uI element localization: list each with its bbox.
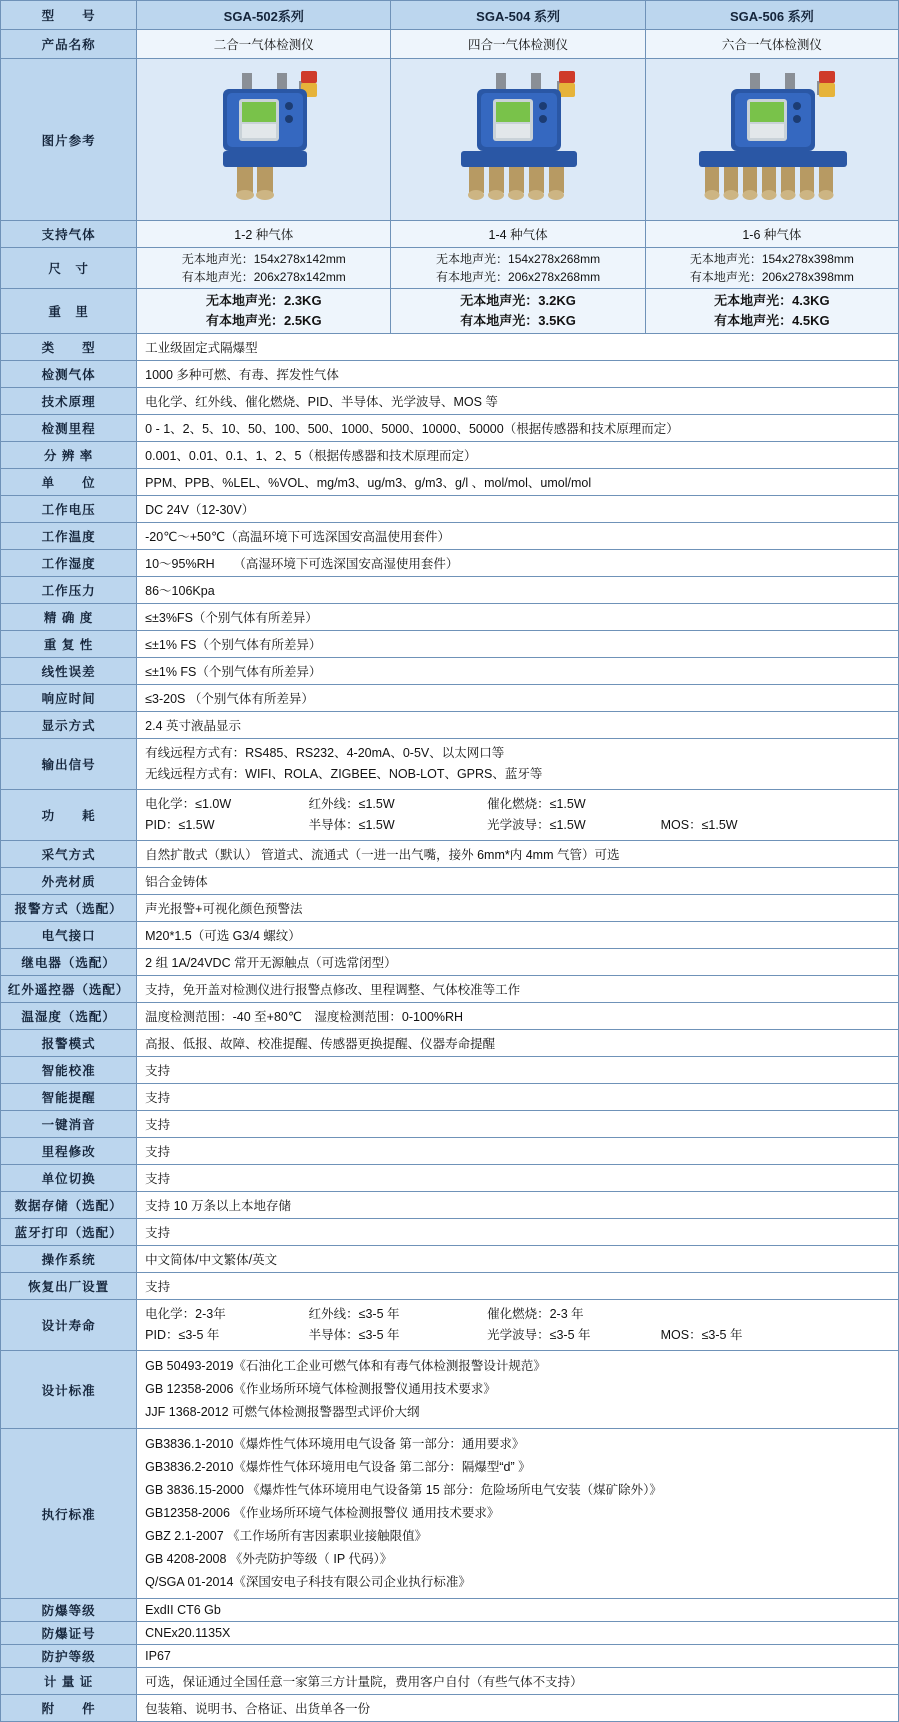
support-gas-506: 1-6 种气体 (645, 221, 898, 248)
row-label-design-standard: 设计标准 (1, 1351, 137, 1429)
size-506-line1: 无本地声光：154x278x398mm (689, 252, 854, 266)
table-row-temp-humidity (1, 1003, 899, 1030)
weight-504-line2: 有本地声光：3.5KG (460, 313, 576, 328)
row-value-work-humidity: 10～95%RH （高湿环境下可选深国安高湿使用套件） (137, 550, 899, 577)
table-row-model (1, 1, 899, 30)
table-row-exec-standard (1, 1429, 899, 1599)
row-label-model: 型 号 (1, 1, 137, 30)
exec-standard-line-1: GB3836.1-2010《爆炸性气体环境用电气设备 第一部分：通用要求》 (145, 1437, 525, 1451)
support-gas-504: 1-4 种气体 (391, 221, 645, 248)
row-label-repeatability: 重 复 性 (1, 631, 137, 658)
row-label-work-humidity: 工作湿度 (1, 550, 137, 577)
row-label-factory-reset: 恢复出厂设置 (1, 1273, 137, 1300)
row-value-voltage: DC 24V（12-30V） (137, 496, 899, 523)
model-506: SGA-506 系列 (645, 1, 898, 30)
table-row-output-signal (1, 739, 899, 790)
row-label-accessories: 附 件 (1, 1695, 137, 1722)
row-label-metrology-cert: 计 量 证 (1, 1668, 137, 1695)
row-label-ex-grade: 防爆等级 (1, 1599, 137, 1622)
row-value-factory-reset: 支持 (137, 1273, 899, 1300)
size-504 (391, 248, 645, 289)
life-catalytic: 催化燃烧：2-3 年 (487, 1307, 584, 1321)
table-row-factory-reset (1, 1273, 899, 1300)
weight-504 (391, 289, 645, 334)
row-value-metrology-cert: 可选，保证通过全国任意一家第三方计量院，费用客户自付（有些气体不支持） (137, 1668, 899, 1695)
table-row-detect-gas (1, 361, 899, 388)
row-value-electrical-interface: M20*1.5（可选 G3/4 螺纹） (137, 922, 899, 949)
table-row-range (1, 415, 899, 442)
product-name-502: 二合一气体检测仪 (137, 30, 391, 59)
table-row-os (1, 1246, 899, 1273)
exec-standard-line-3: GB 3836.15-2000 《爆炸性气体环境用电气设备第 15 部分：危险场所电气安装（煤矿除外）》 (145, 1483, 662, 1497)
size-504-line1: 无本地声光：154x278x268mm (436, 252, 601, 266)
life-mos: MOS：≤3-5 年 (660, 1328, 743, 1342)
row-label-sampling: 采气方式 (1, 841, 137, 868)
size-504-line2: 有本地声光：206x278x268mm (436, 270, 601, 284)
row-value-work-temp: -20℃～+50℃（高温环境下可选深国安高温使用套件） (137, 523, 899, 550)
row-label-data-storage: 数据存储（选配） (1, 1192, 137, 1219)
row-value-bluetooth-print: 支持 (137, 1219, 899, 1246)
table-row-ex-grade (1, 1599, 899, 1622)
row-label-shell-material: 外壳材质 (1, 868, 137, 895)
life-pid: PID：≤3-5 年 (145, 1328, 220, 1342)
row-label-ip-grade: 防护等级 (1, 1645, 137, 1668)
life-optical: 光学波导：≤3-5 年 (487, 1328, 591, 1342)
row-value-accuracy: ≤±3%FS（个别气体有所差异） (137, 604, 899, 631)
table-row-ir-remote (1, 976, 899, 1003)
exec-standard-line-7: Q/SGA 01-2014《深国安电子科技有限公司企业执行标准》 (145, 1575, 471, 1589)
design-standard-line-1: GB 50493-2019《石油化工企业可燃气体和有毒气体检测报警设计规范》 (145, 1359, 546, 1373)
output-signal-wireless: 无线远程方式有：WIFI、ROLA、ZIGBEE、NOB-LOT、GPRS、蓝牙等 (145, 767, 543, 781)
row-label-tech-principle: 技术原理 (1, 388, 137, 415)
size-502 (137, 248, 391, 289)
gas-detector-6in1-illustration (647, 59, 897, 217)
table-row-unit-switch (1, 1165, 899, 1192)
row-value-repeatability: ≤±1% FS（个别气体有所差异） (137, 631, 899, 658)
exec-standard-line-4: GB12358-2006 《作业场所环境气体检测报警仪 通用技术要求》 (145, 1506, 500, 1520)
table-row-ip-grade (1, 1645, 899, 1668)
row-value-range-modify: 支持 (137, 1138, 899, 1165)
table-row-electrical-interface (1, 922, 899, 949)
row-label-image-ref: 图片参考 (1, 59, 137, 221)
weight-502-line2: 有本地声光：2.5KG (205, 313, 322, 328)
row-value-tech-principle: 电化学、红外线、催化燃烧、PID、半导体、光学波导、MOS 等 (137, 388, 899, 415)
table-row-linearity (1, 658, 899, 685)
row-value-ir-remote: 支持，免开盖对检测仪进行报警点修改、里程调整、气体校准等工作 (137, 976, 899, 1003)
row-value-design-standard (137, 1351, 899, 1429)
row-label-exec-standard: 执行标准 (1, 1429, 137, 1599)
weight-504-line1: 无本地声光：3.2KG (460, 293, 576, 308)
row-label-range: 检测里程 (1, 415, 137, 442)
product-image-504 (391, 59, 645, 221)
row-label-display: 显示方式 (1, 712, 137, 739)
product-image-506 (645, 59, 898, 221)
size-502-line2: 有本地声光：206x278x142mm (181, 270, 346, 284)
life-line1 (145, 1304, 890, 1325)
row-value-alarm-method: 声光报警+可视化颜色预警法 (137, 895, 899, 922)
row-value-sampling: 自然扩散式（默认） 管道式、流通式（一进一出气嘴，接外 6mm*内 4mm 气管）可选 (137, 841, 899, 868)
table-row-alarm-mode (1, 1030, 899, 1057)
power-semiconductor: 半导体：≤1.5W (308, 818, 395, 832)
row-value-power (137, 790, 899, 841)
row-label-detect-gas: 检测气体 (1, 361, 137, 388)
power-catalytic: 催化燃烧：≤1.5W (487, 797, 586, 811)
table-row-repeatability (1, 631, 899, 658)
table-row-work-pressure (1, 577, 899, 604)
power-electrochemical: 电化学：≤1.0W (145, 797, 232, 811)
size-502-line1: 无本地声光：154x278x142mm (181, 252, 346, 266)
row-label-alarm-mode: 报警模式 (1, 1030, 137, 1057)
table-row-alarm-method (1, 895, 899, 922)
power-line2 (145, 815, 890, 836)
table-row-resolution (1, 442, 899, 469)
row-label-ir-remote: 红外遥控器（选配） (1, 976, 137, 1003)
life-line2 (145, 1325, 890, 1346)
row-value-smart-reminder: 支持 (137, 1084, 899, 1111)
table-row-power (1, 790, 899, 841)
row-value-ex-grade: ExdII CT6 Gb (137, 1599, 899, 1622)
row-value-detect-gas: 1000 多种可燃、有毒、挥发性气体 (137, 361, 899, 388)
life-semiconductor: 半导体：≤3-5 年 (308, 1328, 400, 1342)
table-row-image-ref (1, 59, 899, 221)
row-label-work-pressure: 工作压力 (1, 577, 137, 604)
row-label-voltage: 工作电压 (1, 496, 137, 523)
row-label-smart-reminder: 智能提醒 (1, 1084, 137, 1111)
row-value-ex-cert: CNEx20.1135X (137, 1622, 899, 1645)
row-label-support-gas: 支持气体 (1, 221, 137, 248)
table-row-accessories (1, 1695, 899, 1722)
table-row-type (1, 334, 899, 361)
row-value-smart-calibration: 支持 (137, 1057, 899, 1084)
table-row-display (1, 712, 899, 739)
power-pid: PID：≤1.5W (145, 818, 215, 832)
row-label-weight: 重 里 (1, 289, 137, 334)
model-504: SGA-504 系列 (391, 1, 645, 30)
row-value-exec-standard (137, 1429, 899, 1599)
product-image-502 (137, 59, 391, 221)
table-row-data-storage (1, 1192, 899, 1219)
row-label-one-key-mute: 一键消音 (1, 1111, 137, 1138)
table-row-accuracy (1, 604, 899, 631)
row-label-electrical-interface: 电气接口 (1, 922, 137, 949)
row-value-work-pressure: 86～106Kpa (137, 577, 899, 604)
row-value-unit-switch: 支持 (137, 1165, 899, 1192)
weight-502 (137, 289, 391, 334)
table-row-design-life (1, 1300, 899, 1351)
row-label-range-modify: 里程修改 (1, 1138, 137, 1165)
power-mos: MOS：≤1.5W (660, 818, 738, 832)
row-value-linearity: ≤±1% FS（个别气体有所差异） (137, 658, 899, 685)
power-infrared: 红外线：≤1.5W (308, 797, 395, 811)
row-value-relay: 2 组 1A/24VDC 常开无源触点（可选常闭型） (137, 949, 899, 976)
table-row-sampling (1, 841, 899, 868)
row-value-ip-grade: IP67 (137, 1645, 899, 1668)
row-label-response-time: 响应时间 (1, 685, 137, 712)
table-row-bluetooth-print (1, 1219, 899, 1246)
table-row-work-temp (1, 523, 899, 550)
exec-standard-line-5: GBZ 2.1-2007 《工作场所有害因素职业接触限值》 (145, 1529, 428, 1543)
table-row-voltage (1, 496, 899, 523)
table-row-one-key-mute (1, 1111, 899, 1138)
row-value-resolution: 0.001、0.01、0.1、1、2、5（根据传感器和技术原理而定） (137, 442, 899, 469)
row-label-relay: 继电器（选配） (1, 949, 137, 976)
row-value-design-life (137, 1300, 899, 1351)
weight-502-line1: 无本地声光：2.3KG (205, 293, 322, 308)
table-row-smart-reminder (1, 1084, 899, 1111)
row-value-unit: PPM、PPB、%LEL、%VOL、mg/m3、ug/m3、g/m3、g/l 、mol/mol、umol/mol (137, 469, 899, 496)
table-row-product-name (1, 30, 899, 59)
table-row-design-standard (1, 1351, 899, 1429)
table-row-relay (1, 949, 899, 976)
row-label-accuracy: 精 确 度 (1, 604, 137, 631)
row-value-display: 2.4 英寸液晶显示 (137, 712, 899, 739)
table-row-smart-calibration (1, 1057, 899, 1084)
table-row-range-modify (1, 1138, 899, 1165)
row-label-output-signal: 输出信号 (1, 739, 137, 790)
output-signal-wired: 有线远程方式有：RS485、RS232、4-20mA、0-5V、以太网口等 (145, 746, 505, 760)
row-value-temp-humidity: 温度检测范围：-40 至+80℃ 湿度检测范围：0-100%RH (137, 1003, 899, 1030)
row-value-accessories: 包装箱、说明书、合格证、出货单各一份 (137, 1695, 899, 1722)
row-value-type: 工业级固定式隔爆型 (137, 334, 899, 361)
row-label-temp-humidity: 温湿度（选配） (1, 1003, 137, 1030)
row-label-type: 类 型 (1, 334, 137, 361)
row-label-unit-switch: 单位切换 (1, 1165, 137, 1192)
row-label-smart-calibration: 智能校准 (1, 1057, 137, 1084)
gas-detector-2in1-illustration (139, 59, 389, 217)
row-value-shell-material: 铝合金铸体 (137, 868, 899, 895)
table-row-response-time (1, 685, 899, 712)
row-value-alarm-mode: 高报、低报、故障、校准提醒、传感器更换提醒、仪器寿命提醒 (137, 1030, 899, 1057)
power-line1 (145, 794, 890, 815)
life-infrared: 红外线：≤3-5 年 (308, 1307, 400, 1321)
power-optical: 光学波导：≤1.5W (487, 818, 586, 832)
exec-standard-line-6: GB 4208-2008 《外壳防护等级（ IP 代码）》 (145, 1552, 393, 1566)
row-label-alarm-method: 报警方式（选配） (1, 895, 137, 922)
row-label-resolution: 分 辨 率 (1, 442, 137, 469)
row-value-one-key-mute: 支持 (137, 1111, 899, 1138)
row-label-product-name: 产品名称 (1, 30, 137, 59)
design-standard-line-3: JJF 1368-2012 可燃气体检测报警器型式评价大纲 (145, 1405, 420, 1419)
table-row-size (1, 248, 899, 289)
row-label-work-temp: 工作温度 (1, 523, 137, 550)
row-label-ex-cert: 防爆证号 (1, 1622, 137, 1645)
support-gas-502: 1-2 种气体 (137, 221, 391, 248)
product-name-506: 六合一气体检测仪 (645, 30, 898, 59)
size-506 (645, 248, 898, 289)
row-value-range: 0 - 1、2、5、10、50、100、500、1000、5000、10000、50000（根据传感器和技术原理而定） (137, 415, 899, 442)
table-row-weight (1, 289, 899, 334)
weight-506-line2: 有本地声光：4.5KG (714, 313, 830, 328)
row-label-bluetooth-print: 蓝牙打印（选配） (1, 1219, 137, 1246)
row-value-output-signal (137, 739, 899, 790)
row-label-unit: 单 位 (1, 469, 137, 496)
table-row-ex-cert (1, 1622, 899, 1645)
row-value-response-time: ≤3-20S （个别气体有所差异） (137, 685, 899, 712)
row-label-os: 操作系统 (1, 1246, 137, 1273)
table-row-unit (1, 469, 899, 496)
size-506-line2: 有本地声光：206x278x398mm (689, 270, 854, 284)
row-label-design-life: 设计寿命 (1, 1300, 137, 1351)
weight-506 (645, 289, 898, 334)
table-row-support-gas (1, 221, 899, 248)
row-label-linearity: 线性误差 (1, 658, 137, 685)
row-label-size: 尺 寸 (1, 248, 137, 289)
row-label-power: 功 耗 (1, 790, 137, 841)
weight-506-line1: 无本地声光：4.3KG (714, 293, 830, 308)
table-row-shell-material (1, 868, 899, 895)
exec-standard-line-2: GB3836.2-2010《爆炸性气体环境用电气设备 第二部分：隔爆型“d” 》 (145, 1460, 531, 1474)
model-502: SGA-502系列 (137, 1, 391, 30)
life-electrochemical: 电化学：2-3年 (145, 1307, 226, 1321)
row-value-os: 中文简体/中文繁体/英文 (137, 1246, 899, 1273)
gas-detector-4in1-illustration (393, 59, 643, 217)
design-standard-line-2: GB 12358-2006《作业场所环境气体检测报警仪通用技术要求》 (145, 1382, 496, 1396)
table-row-tech-principle (1, 388, 899, 415)
table-row-metrology-cert (1, 1668, 899, 1695)
table-row-work-humidity (1, 550, 899, 577)
product-name-504: 四合一气体检测仪 (391, 30, 645, 59)
row-value-data-storage: 支持 10 万条以上本地存储 (137, 1192, 899, 1219)
